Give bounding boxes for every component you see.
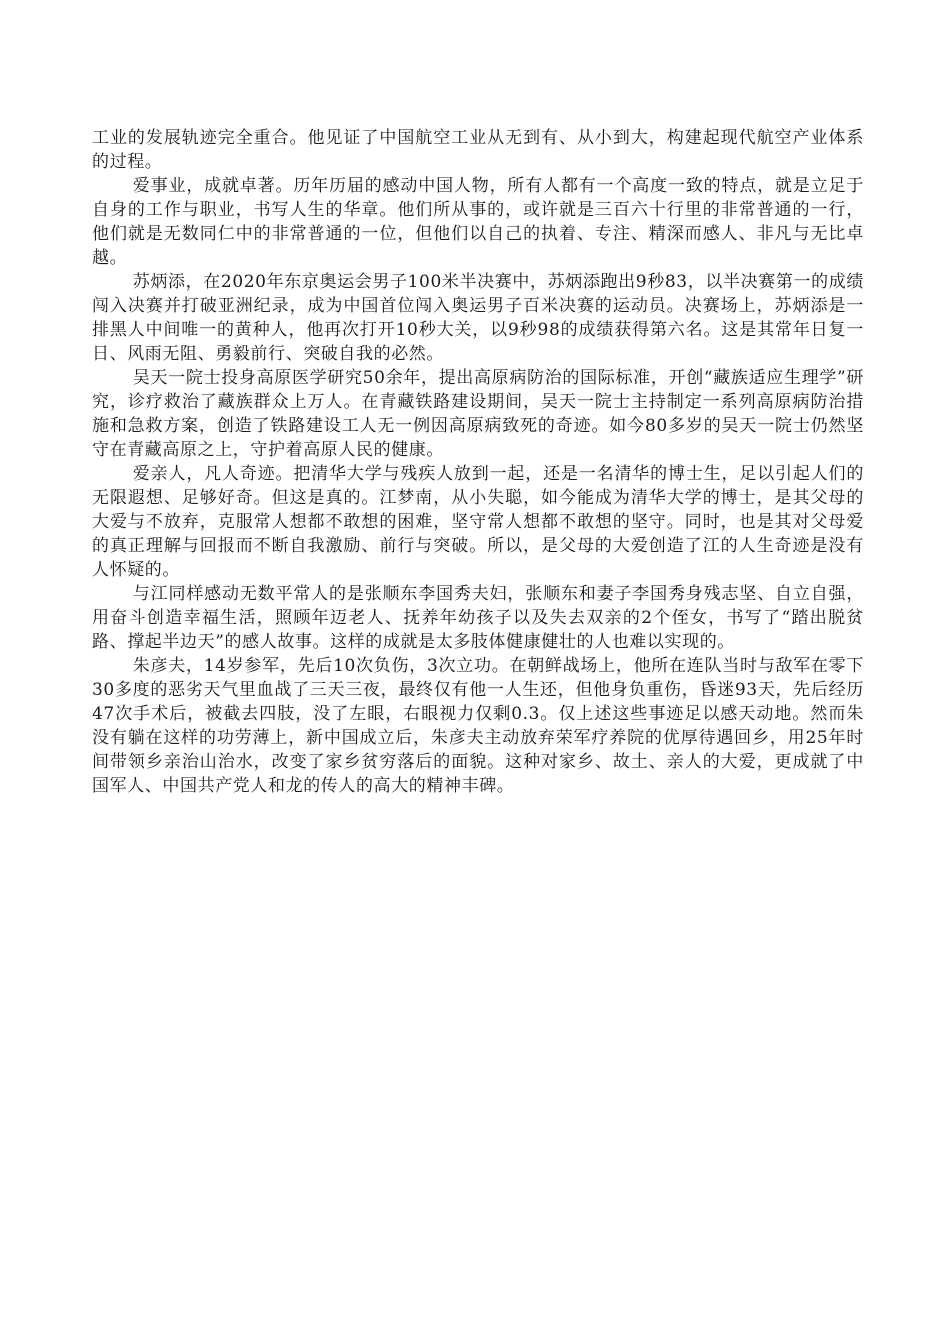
paragraph-career: 爱事业，成就卓著。历年历届的感动中国人物，所有人都有一个高度一致的特点，就是立足于自身的工作与职业，书写人生的华章。他们所从事的，或许就是三百六十行里的非常普通的一行，他们就是无数同仁中的非常普通的一位，但他们以自己的执着、专注、精深而感人、非凡与无比卓越。: [92, 176, 864, 268]
document-body: [92, 126, 864, 798]
paragraph-continued: 工业的发展轨迹完全重合。他见证了中国航空工业从无到有、从小到大，构建起现代航空产业体系的过程。: [92, 128, 864, 172]
paragraph-wu-tianyi: 吴天一院士投身高原医学研究50余年，提出高原病防治的国际标准，开创“藏族适应生理学”研究，诊疗救治了藏族群众上万人。在青藏铁路建设期间，吴天一院士主持制定一系列高原病防治措施和急救方案，创造了铁路建设工人无一例因高原病致死的奇迹。如今80多岁的吴天一院士仍然坚守在青藏高原之上，守护着高原人民的健康。: [92, 368, 864, 460]
paragraph-zhu-yanfu: 朱彦夫，14岁参军，先后10次负伤，3次立功。在朝鲜战场上，他所在连队当时与敌军在零下30多度的恶劣天气里血战了三天三夜，最终仅有他一人生还，但他身负重伤，昏迷93天，先后经历47次手术后，被截去四肢，没了左眼，右眼视力仅剩0.3。仅上述这些事迹足以感天动地。然而朱没有躺在这样的功劳薄上，新中国成立后，朱彦夫主动放弃荣军疗养院的优厚待遇回乡，用25年时间带领乡亲治山治水，改变了家乡贫穷落后的面貌。这种对家乡、故土、亲人的大爱，更成就了中国军人、中国共产党人和龙的传人的高大的精神丰碑。: [92, 656, 864, 796]
paragraph-su-bingtian: 苏炳添，在2020年东京奥运会男子100米半决赛中，苏炳添跑出9秒83，以半决赛第一的成绩闯入决赛并打破亚洲纪录，成为中国首位闯入奥运男子百米决赛的运动员。决赛场上，苏炳添是一排黑人中间唯一的黄种人，他再次打开10秒大关，以9秒98的成绩获得第六名。这是其常年日复一日、风雨无阻、勇毅前行、突破自我的必然。: [92, 272, 864, 364]
paragraph-zhang-shundong: 与江同样感动无数平常人的是张顺东李国秀夫妇，张顺东和妻子李国秀身残志坚、自立自强，用奋斗创造幸福生活，照顾年迈老人、抚养年幼孩子以及失去双亲的2个侄女，书写了“踏出脱贫路、撑起半边天”的感人故事。这样的成就是太多肢体健康健壮的人也难以实现的。: [92, 584, 864, 652]
paragraph-family: 爱亲人，凡人奇迹。把清华大学与残疾人放到一起，还是一名清华的博士生，足以引起人们的无限遐想、足够好奇。但这是真的。江梦南，从小失聪，如今能成为清华大学的博士，是其父母的大爱与不放弃，克服常人想都不敢想的困难，坚守常人想都不敢想的坚守。同时，也是其对父母爱的真正理解与回报而不断自我激励、前行与突破。所以，是父母的大爱创造了江的人生奇迹是没有人怀疑的。: [92, 464, 864, 580]
